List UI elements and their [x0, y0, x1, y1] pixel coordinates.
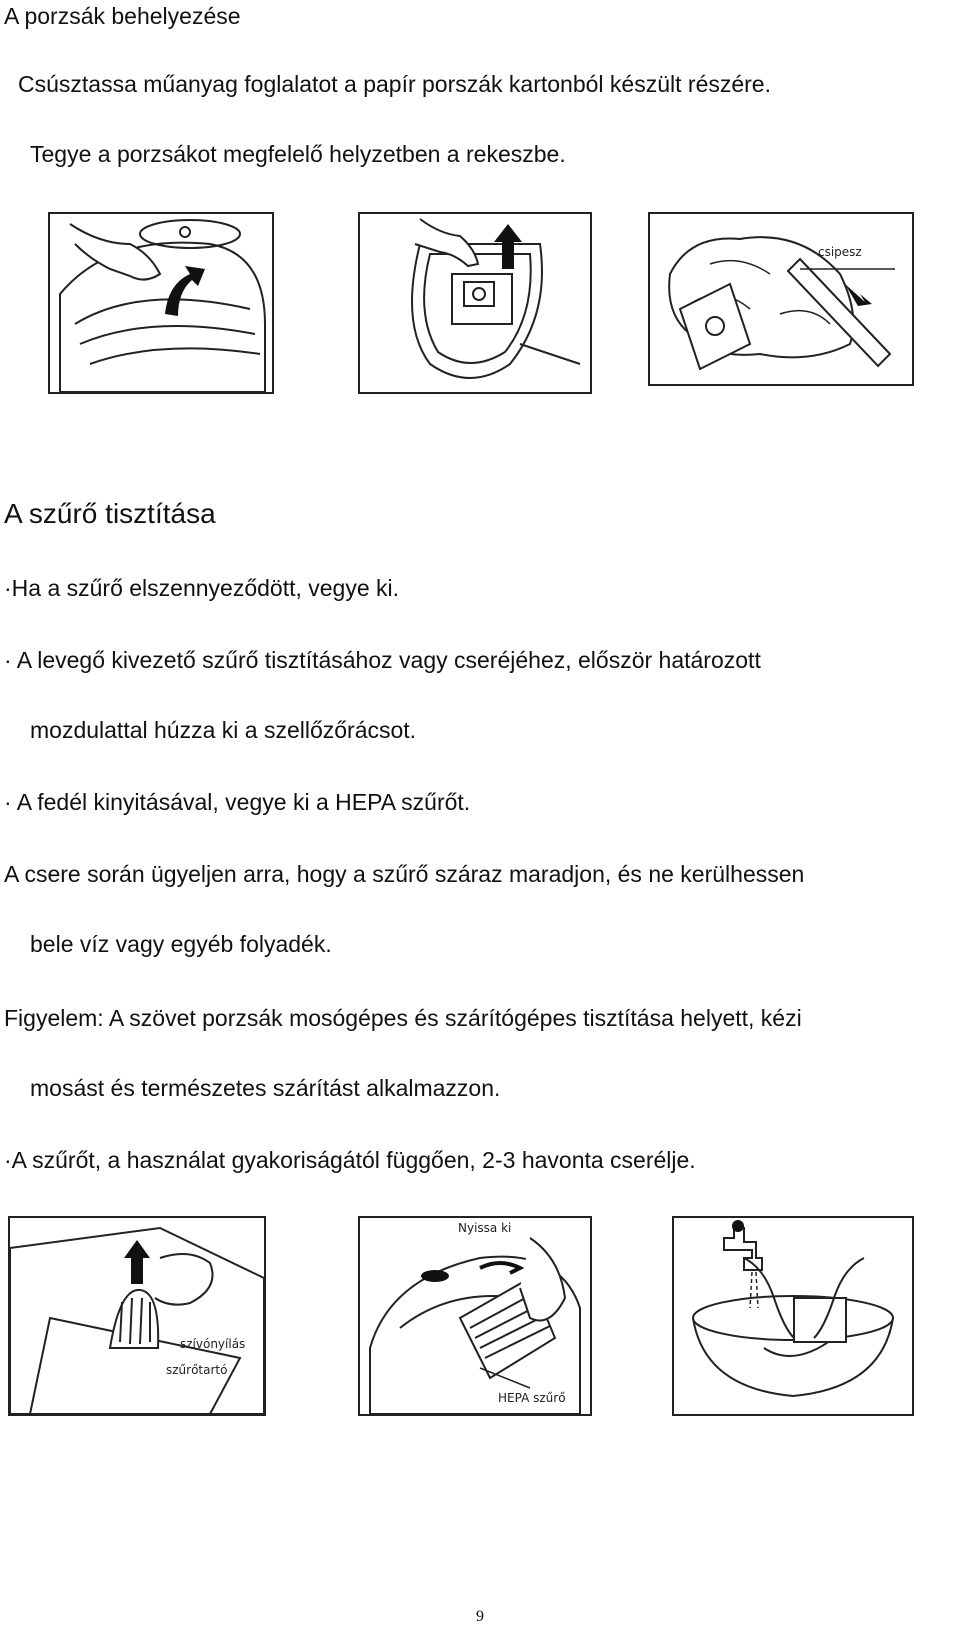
figure-hepa-filter [358, 1216, 592, 1416]
label-clip: csipesz [818, 245, 862, 259]
warning-line: mosást és természetes szárítást alkalmazzon. [30, 1075, 501, 1101]
instruction-line: ·Ha a szűrő elszennyeződött, vegye ki. [4, 575, 400, 601]
page-number: 9 [476, 1608, 484, 1625]
figure-open-lid [48, 212, 274, 394]
label-open: Nyissa ki [458, 1221, 512, 1235]
figure-bag-clip [648, 212, 914, 386]
instruction-line: mozdulattal húzza ki a szellőzőrácsot. [30, 717, 417, 743]
instruction-line: Tegye a porzsákot megfelelő helyzetben a rekeszbe. [30, 141, 566, 167]
instruction-line: ·A szűrőt, a használat gyakoriságától függően, 2-3 havonta cserélje. [4, 1147, 696, 1173]
section-title-bag: A porzsák behelyezése [4, 3, 241, 29]
instruction-line: · A levegő kivezető szűrő tisztításához vagy cseréjéhez, először határozott [4, 647, 761, 673]
warning-line: Figyelem: A szövet porzsák mosógépes és szárítógépes tisztítása helyett, kézi [4, 1005, 802, 1031]
label-suction-opening: szívónyílás [180, 1337, 246, 1351]
instruction-line: A csere során ügyeljen arra, hogy a szűrő száraz maradjon, és ne kerülhessen [4, 861, 805, 887]
label-filter-holder: szűrőtartó [166, 1363, 228, 1377]
instruction-line: Csúsztassa műanyag foglalatot a papír porszák kartonból készült részére. [18, 71, 771, 97]
label-hepa: HEPA szűrő [498, 1391, 566, 1405]
instruction-line: · A fedél kinyitásával, vegye ki a HEPA szűrőt. [4, 789, 471, 815]
figure-exhaust-filter [8, 1216, 266, 1416]
section-title-filter: A szűrő tisztítása [4, 498, 216, 529]
figure-insert-bag [358, 212, 592, 394]
instruction-line: bele víz vagy egyéb folyadék. [30, 931, 332, 957]
figure-hand-wash [672, 1216, 914, 1416]
